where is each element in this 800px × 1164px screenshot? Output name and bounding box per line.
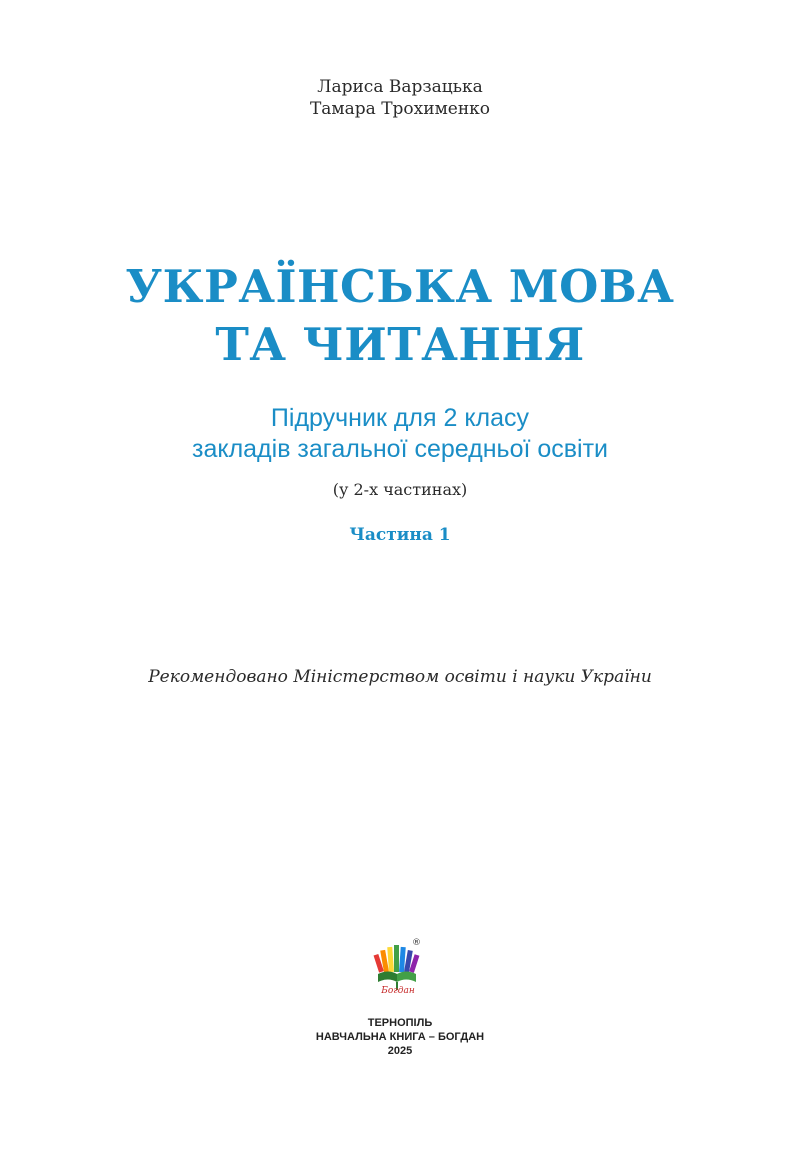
recommendation-note: Рекомендовано Міністерством освіти і науки України xyxy=(148,667,652,687)
author-name: Лариса Варзацька xyxy=(317,77,483,97)
imprint-publisher: НАВЧАЛЬНА КНИГА – БОГДАН xyxy=(315,1031,485,1043)
publisher-logo xyxy=(370,938,426,1004)
registered-mark: ® xyxy=(412,938,421,948)
book-title-line: ТА ЧИТАННЯ xyxy=(215,318,585,371)
subtitle-line: закладів загальної середньої освіти xyxy=(191,435,609,463)
imprint-city: ТЕРНОПІЛЬ xyxy=(367,1017,433,1029)
part-label: Частина 1 xyxy=(349,525,451,545)
imprint xyxy=(0,1016,800,1058)
book-title xyxy=(0,258,800,374)
imprint-year: 2025 xyxy=(387,1045,413,1057)
book-subtitle xyxy=(0,403,800,465)
subtitle-line: Підручник для 2 класу xyxy=(270,404,530,432)
authors-block xyxy=(0,76,800,120)
parts-note: (у 2-х частинах) xyxy=(332,480,468,499)
publisher-logo-text: Богдан xyxy=(381,986,415,996)
author-name: Тамара Трохименко xyxy=(309,99,491,119)
book-title-line: УКРАЇНСЬКА МОВА xyxy=(125,260,675,313)
